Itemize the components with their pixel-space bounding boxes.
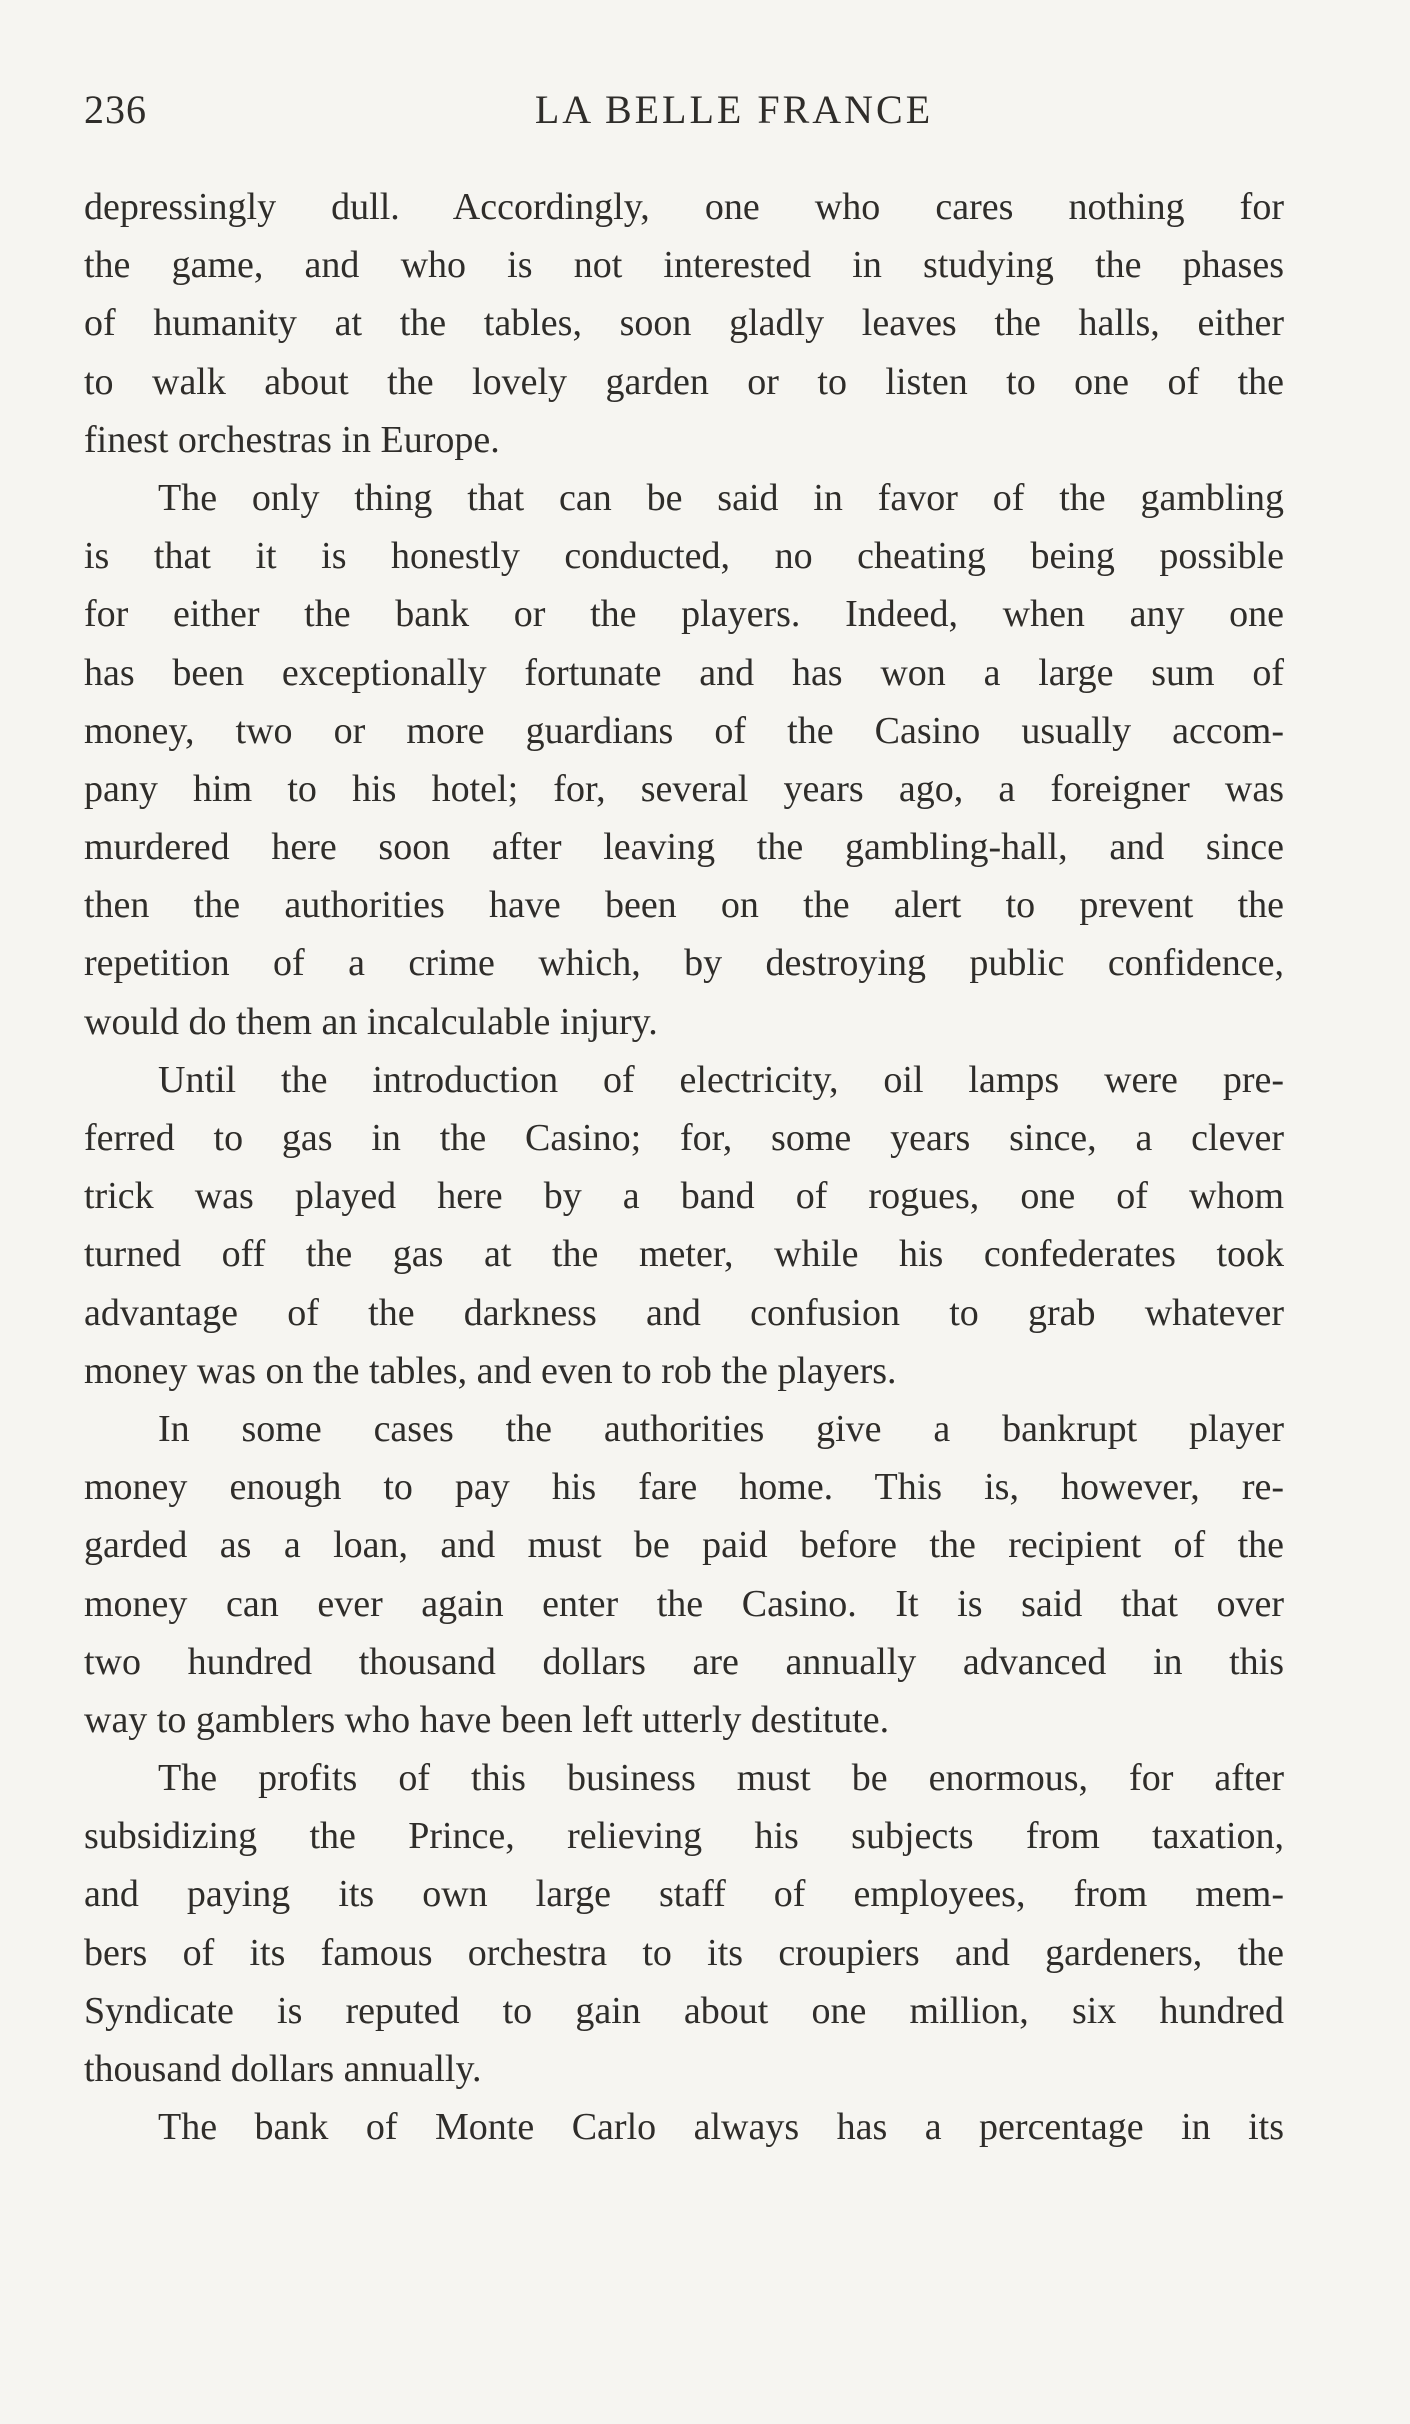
text-line: thousand dollars annually.: [84, 2048, 482, 2090]
text-line: In some cases the authorities give a bankrupt player: [158, 1407, 1284, 1450]
text-line: money enough to pay his fare home. This is, however, re-: [84, 1466, 1284, 1509]
text-line: trick was played here by a band of rogues, one of whom: [84, 1175, 1284, 1218]
text-line: Until the introduction of electricity, oil lamps were pre-: [158, 1058, 1284, 1101]
text-line: money can ever again enter the Casino. It is said that over: [84, 1582, 1284, 1625]
text-line: The profits of this business must be enormous, for after: [158, 1757, 1284, 1800]
text-line: garded as a loan, and must be paid before the recipient of the: [84, 1524, 1284, 1567]
text-line: and paying its own large staff of employees, from mem-: [84, 1873, 1284, 1916]
text-line: advantage of the darkness and confusion to grab whatever: [84, 1291, 1284, 1334]
text-line: finest orchestras in Europe.: [84, 418, 500, 461]
text-line: would do them an incalculable injury.: [84, 1000, 658, 1043]
running-head: [84, 86, 1284, 146]
text-line: then the authorities have been on the alert to prevent the: [84, 884, 1284, 927]
text-line: The bank of Monte Carlo always has a percentage in its: [158, 2106, 1284, 2149]
text-line: turned off the gas at the meter, while his confederates took: [84, 1233, 1284, 1276]
text-line: money was on the tables, and even to rob the players.: [84, 1349, 897, 1392]
page-number: 236: [84, 87, 147, 132]
text-line: to walk about the lovely garden or to listen to one of the: [84, 360, 1284, 403]
body-text: [84, 178, 1284, 2156]
text-line: The only thing that can be said in favor of the gambling: [158, 476, 1284, 519]
text-line: way to gamblers who have been left utterly destitute.: [84, 1698, 890, 1741]
text-line: pany him to his hotel; for, several years ago, a foreigner was: [84, 767, 1284, 810]
text-line: money, two or more guardians of the Casino usually accom-: [84, 709, 1284, 752]
text-line: subsidizing the Prince, relieving his subjects from taxation,: [84, 1815, 1284, 1858]
text-line: is that it is honestly conducted, no cheating being possible: [84, 535, 1284, 578]
text-line: has been exceptionally fortunate and has won a large sum of: [84, 651, 1284, 694]
text-line: the game, and who is not interested in studying the phases: [84, 244, 1284, 287]
running-title: LA BELLE FRANCE: [534, 87, 934, 132]
text-line: depressingly dull. Accordingly, one who cares nothing for: [84, 186, 1284, 228]
text-line: of humanity at the tables, soon gladly leaves the halls, either: [84, 302, 1284, 345]
text-line: for either the bank or the players. Indeed, when any one: [84, 593, 1284, 636]
text-line: two hundred thousand dollars are annually advanced in this: [84, 1640, 1284, 1683]
text-line: repetition of a crime which, by destroying public confidence,: [84, 942, 1284, 985]
text-line: murdered here soon after leaving the gambling-hall, and since: [84, 826, 1284, 869]
text-line: bers of its famous orchestra to its croupiers and gardeners, the: [84, 1931, 1284, 1974]
text-line: ferred to gas in the Casino; for, some years since, a clever: [84, 1117, 1284, 1159]
text-line: Syndicate is reputed to gain about one million, six hundred: [84, 1989, 1284, 2032]
